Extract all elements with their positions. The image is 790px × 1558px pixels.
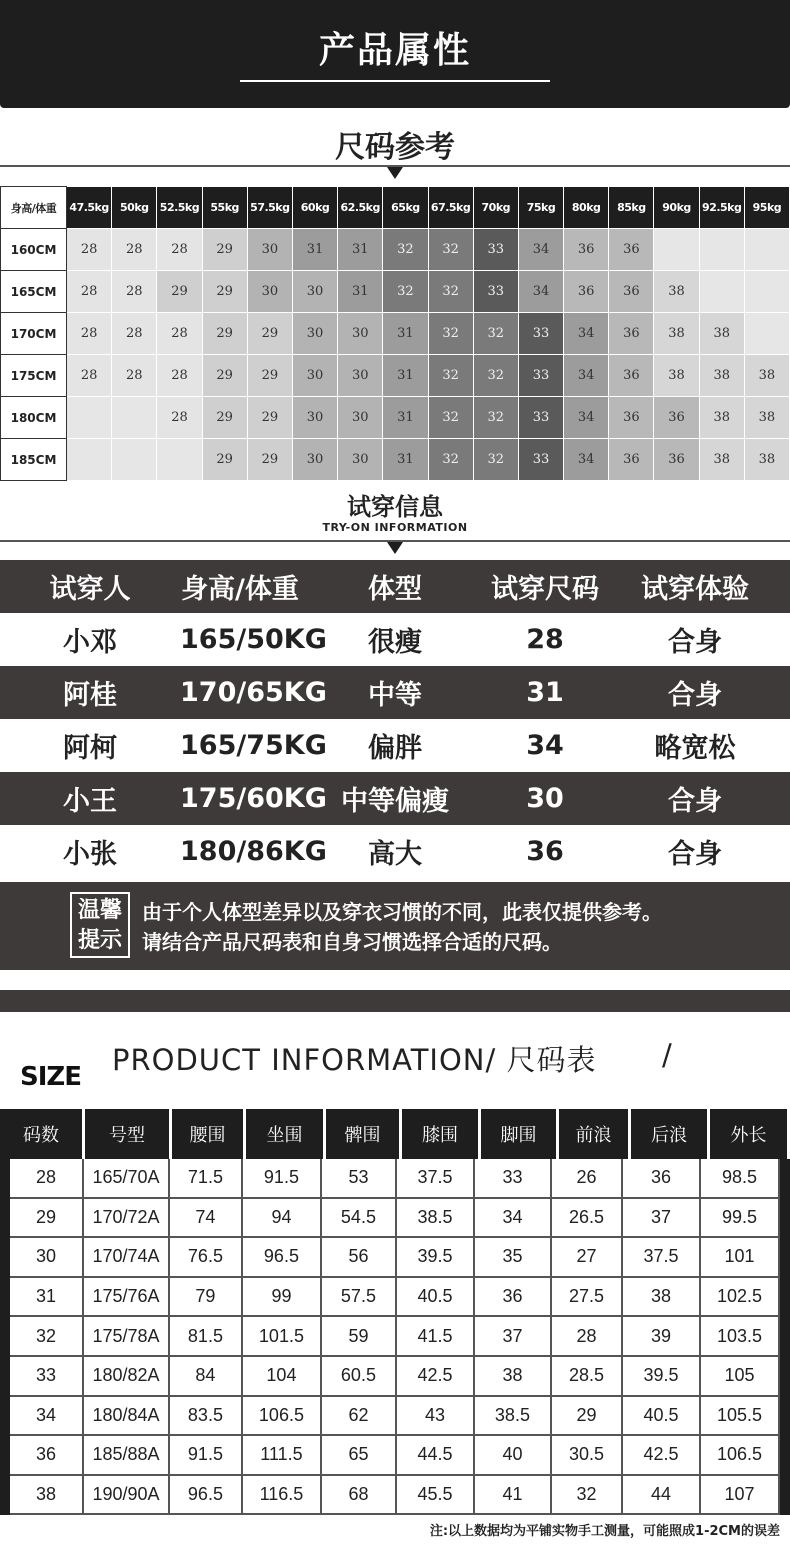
tryon-row (0, 666, 790, 719)
size-ref-cell: 36 (564, 229, 609, 271)
spec-cell: 79 (170, 1278, 243, 1316)
spec-cell: 190/90A (84, 1476, 170, 1514)
spec-header-cell: 码数 (0, 1109, 85, 1159)
spec-cell: 36 (623, 1159, 701, 1197)
spec-cell: 37.5 (397, 1159, 475, 1197)
weight-col-header: 70kg (473, 187, 518, 229)
spec-row (10, 1238, 780, 1278)
weight-col-header: 62.5kg (338, 187, 383, 229)
tryon-cell: 170/65KG (180, 677, 327, 708)
size-ref-cell (112, 397, 157, 439)
size-ref-cell: 32 (428, 313, 473, 355)
spec-cell: 104 (243, 1357, 322, 1395)
size-ref-corner: 身高/体重 (1, 187, 67, 229)
tryon-header-cell: 身高/体重 (181, 574, 299, 605)
height-row-label: 165CM (1, 271, 67, 313)
tip-badge-line2: 提示 (77, 928, 122, 953)
height-row-label: 175CM (1, 355, 67, 397)
size-ref-cell: 38 (699, 355, 744, 397)
spec-cell: 36 (475, 1278, 552, 1316)
spec-cell: 116.5 (243, 1476, 322, 1514)
size-ref-cell: 34 (518, 271, 563, 313)
size-reference-table (0, 186, 790, 481)
size-ref-cell: 31 (338, 271, 383, 313)
spec-cell: 39.5 (623, 1357, 701, 1395)
tryon-cell: 中等 (368, 680, 422, 711)
size-label: SIZE (20, 1062, 82, 1092)
size-ref-cell: 38 (654, 271, 699, 313)
size-ref-cell: 28 (67, 271, 112, 313)
tip-line1: 由于个人体型差异以及穿衣习惯的不同，此表仅提供参考。 (142, 900, 662, 924)
size-ref-cell: 32 (383, 271, 428, 313)
size-ref-cell: 30 (292, 271, 337, 313)
spec-header-cell: 号型 (85, 1109, 172, 1159)
weight-col-header: 95kg (744, 187, 789, 229)
tryon-subtitle: TRY-ON INFORMATION (322, 521, 468, 534)
spec-cell: 37 (475, 1317, 552, 1355)
size-ref-cell: 33 (518, 439, 563, 481)
size-ref-cell: 32 (473, 439, 518, 481)
size-ref-cell: 34 (564, 313, 609, 355)
header-underline (240, 80, 550, 82)
weight-col-header: 75kg (518, 187, 563, 229)
spec-cell: 106.5 (243, 1397, 322, 1435)
size-ref-row (1, 271, 790, 313)
size-ref-cell: 32 (428, 355, 473, 397)
spec-cell: 30 (10, 1238, 84, 1276)
size-ref-cell: 32 (473, 355, 518, 397)
spec-cell: 27 (552, 1238, 623, 1276)
spec-cell: 84 (170, 1357, 243, 1395)
spec-cell: 71.5 (170, 1159, 243, 1197)
spec-cell: 170/74A (84, 1238, 170, 1276)
spec-cell: 65 (322, 1436, 397, 1474)
spec-cell: 54.5 (322, 1199, 397, 1237)
size-ref-cell (744, 271, 789, 313)
spec-cell: 40.5 (397, 1278, 475, 1316)
spec-cell: 28 (552, 1317, 623, 1355)
size-ref-cell: 38 (699, 313, 744, 355)
tryon-cell: 阿柯 (63, 733, 117, 764)
spec-row (10, 1199, 780, 1239)
size-ref-title: 尺码参考 (335, 130, 455, 165)
spec-cell: 99.5 (701, 1199, 780, 1237)
weight-col-header: 80kg (564, 187, 609, 229)
spec-cell: 40 (475, 1436, 552, 1474)
spec-cell: 59 (322, 1317, 397, 1355)
spec-cell: 175/76A (84, 1278, 170, 1316)
weight-col-header: 57.5kg (247, 187, 292, 229)
size-ref-cell: 38 (654, 355, 699, 397)
spec-cell: 96.5 (243, 1238, 322, 1276)
size-ref-cell: 29 (202, 313, 247, 355)
weight-col-header: 92.5kg (699, 187, 744, 229)
size-ref-row (1, 355, 790, 397)
size-ref-cell: 29 (247, 313, 292, 355)
tryon-header-cell: 试穿体验 (641, 574, 749, 605)
tryon-cell: 合身 (668, 839, 722, 870)
size-ref-cell: 32 (473, 313, 518, 355)
spec-cell: 39.5 (397, 1238, 475, 1276)
tryon-cell: 阿桂 (63, 680, 117, 711)
spec-cell: 32 (10, 1317, 84, 1355)
spec-cell: 37 (623, 1199, 701, 1237)
size-ref-cell: 38 (744, 439, 789, 481)
weight-col-header: 65kg (383, 187, 428, 229)
tryon-cell: 180/86KG (180, 836, 327, 867)
spec-cell: 44.5 (397, 1436, 475, 1474)
size-ref-cell: 30 (292, 439, 337, 481)
spec-cell: 29 (10, 1199, 84, 1237)
size-ref-cell: 31 (383, 439, 428, 481)
tryon-cell: 34 (526, 730, 564, 761)
size-ref-cell: 28 (112, 271, 157, 313)
spec-cell: 40.5 (623, 1397, 701, 1435)
size-ref-cell: 29 (157, 271, 202, 313)
size-ref-cell: 30 (247, 271, 292, 313)
spec-cell: 38 (623, 1278, 701, 1316)
tryon-cell: 28 (526, 624, 564, 655)
size-spec-table (0, 1109, 790, 1515)
spec-cell: 33 (10, 1357, 84, 1395)
size-ref-cell (112, 439, 157, 481)
spec-cell: 35 (475, 1238, 552, 1276)
size-ref-cell: 33 (518, 355, 563, 397)
size-ref-cell: 33 (473, 271, 518, 313)
spec-header-cell: 坐围 (246, 1109, 326, 1159)
spec-header-cell: 脚围 (481, 1109, 559, 1159)
spec-cell: 102.5 (701, 1278, 780, 1316)
tryon-cell: 31 (526, 677, 564, 708)
spec-cell: 43 (397, 1397, 475, 1435)
tryon-cell: 偏胖 (368, 733, 422, 764)
header-banner (0, 0, 790, 108)
height-row-label: 160CM (1, 229, 67, 271)
spec-cell: 29 (552, 1397, 623, 1435)
size-ref-cell: 29 (202, 439, 247, 481)
spec-cell: 105 (701, 1357, 780, 1395)
size-ref-cell: 29 (202, 397, 247, 439)
tryon-row (0, 719, 790, 772)
spec-cell: 32 (552, 1476, 623, 1514)
spec-cell: 81.5 (170, 1317, 243, 1355)
weight-col-header: 67.5kg (428, 187, 473, 229)
tryon-cell: 中等偏瘦 (341, 786, 449, 817)
tryon-cell: 165/75KG (180, 730, 327, 761)
spec-cell: 31 (10, 1278, 84, 1316)
size-ref-cell: 38 (744, 397, 789, 439)
size-ref-cell (744, 313, 789, 355)
tryon-cell: 36 (526, 836, 564, 867)
tryon-title: 试穿信息 (347, 493, 443, 521)
weight-col-header: 60kg (292, 187, 337, 229)
size-ref-cell: 30 (292, 313, 337, 355)
size-ref-row (1, 229, 790, 271)
spec-row (10, 1278, 780, 1318)
size-ref-cell: 38 (744, 355, 789, 397)
spec-cell: 41 (475, 1476, 552, 1514)
spec-cell: 180/82A (84, 1357, 170, 1395)
tryon-cell: 合身 (668, 627, 722, 658)
size-ref-cell (744, 229, 789, 271)
spec-cell: 33 (475, 1159, 552, 1197)
size-ref-cell: 36 (564, 271, 609, 313)
tryon-cell: 很瘦 (368, 627, 422, 658)
spec-cell: 180/84A (84, 1397, 170, 1435)
spec-cell: 56 (322, 1238, 397, 1276)
spec-cell: 107 (701, 1476, 780, 1514)
size-ref-cell: 36 (609, 229, 654, 271)
spec-cell: 62 (322, 1397, 397, 1435)
spec-cell: 26.5 (552, 1199, 623, 1237)
size-ref-cell: 28 (67, 313, 112, 355)
size-ref-cell: 28 (112, 229, 157, 271)
tip-box (0, 882, 790, 970)
size-ref-cell: 34 (564, 397, 609, 439)
spec-row (10, 1476, 780, 1516)
spec-cell: 68 (322, 1476, 397, 1514)
size-ref-cell: 32 (383, 229, 428, 271)
spec-cell: 42.5 (623, 1436, 701, 1474)
size-ref-cell: 30 (292, 355, 337, 397)
size-ref-arrow-icon (387, 167, 403, 179)
weight-col-header: 50kg (112, 187, 157, 229)
tryon-cell: 小张 (63, 839, 117, 870)
size-ref-cell: 34 (564, 355, 609, 397)
spec-header-cell: 腰围 (172, 1109, 246, 1159)
header-title: 产品属性 (318, 30, 471, 71)
spec-cell: 185/88A (84, 1436, 170, 1474)
spec-cell: 57.5 (322, 1278, 397, 1316)
tryon-cell: 略宽松 (654, 733, 736, 764)
size-ref-cell: 34 (518, 229, 563, 271)
spec-row (10, 1397, 780, 1437)
spec-cell: 105.5 (701, 1397, 780, 1435)
tryon-arrow-icon (387, 542, 403, 554)
product-info-slash: / (662, 1038, 672, 1072)
spec-cell: 111.5 (243, 1436, 322, 1474)
spec-cell: 41.5 (397, 1317, 475, 1355)
spec-cell: 27.5 (552, 1278, 623, 1316)
tryon-header-cell: 试穿尺码 (491, 574, 599, 605)
size-ref-cell: 28 (157, 313, 202, 355)
size-ref-cell: 30 (338, 397, 383, 439)
spec-cell: 28.5 (552, 1357, 623, 1395)
size-ref-cell: 36 (609, 397, 654, 439)
spec-body (0, 1159, 790, 1515)
size-ref-cell: 30 (338, 313, 383, 355)
size-ref-cell: 29 (247, 439, 292, 481)
spec-cell: 91.5 (243, 1159, 322, 1197)
spec-cell: 94 (243, 1199, 322, 1237)
size-ref-cell: 32 (428, 229, 473, 271)
weight-col-header: 47.5kg (67, 187, 112, 229)
spec-cell: 53 (322, 1159, 397, 1197)
weight-col-header: 52.5kg (157, 187, 202, 229)
spec-cell: 74 (170, 1199, 243, 1237)
size-ref-cell: 36 (609, 355, 654, 397)
spec-cell: 42.5 (397, 1357, 475, 1395)
size-ref-cell: 36 (609, 313, 654, 355)
size-ref-cell: 29 (202, 271, 247, 313)
spec-cell: 76.5 (170, 1238, 243, 1276)
tip-badge (70, 892, 130, 958)
tryon-row (0, 825, 790, 878)
spec-header-cell: 前浪 (559, 1109, 631, 1159)
spec-cell: 101.5 (243, 1317, 322, 1355)
tryon-header-cell: 试穿人 (49, 574, 131, 605)
spec-row (10, 1317, 780, 1357)
size-ref-cell (699, 271, 744, 313)
spec-cell: 36 (10, 1436, 84, 1474)
size-ref-cell (699, 229, 744, 271)
size-ref-cell: 30 (338, 355, 383, 397)
size-ref-cell: 32 (473, 397, 518, 439)
spec-cell: 91.5 (170, 1436, 243, 1474)
size-ref-cell: 30 (247, 229, 292, 271)
tryon-table (0, 560, 790, 878)
spec-cell: 45.5 (397, 1476, 475, 1514)
weight-col-header: 90kg (654, 187, 699, 229)
measurement-note: 注:以上数据均为平铺实物手工测量，可能照成1-2CM的误差 (429, 1524, 780, 1539)
spec-cell: 165/70A (84, 1159, 170, 1197)
tryon-cell: 175/60KG (180, 783, 327, 814)
size-ref-cell (67, 397, 112, 439)
size-ref-cell: 28 (157, 397, 202, 439)
height-row-label: 180CM (1, 397, 67, 439)
spec-cell: 34 (10, 1397, 84, 1435)
spec-header-cell: 膝围 (402, 1109, 481, 1159)
spec-cell: 175/78A (84, 1317, 170, 1355)
spec-cell: 26 (552, 1159, 623, 1197)
size-ref-cell: 28 (112, 355, 157, 397)
spec-cell: 103.5 (701, 1317, 780, 1355)
spec-cell: 38 (475, 1357, 552, 1395)
tryon-row (0, 772, 790, 825)
spec-cell: 98.5 (701, 1159, 780, 1197)
size-ref-cell: 38 (699, 397, 744, 439)
size-ref-cell: 36 (654, 439, 699, 481)
size-ref-row (1, 313, 790, 355)
size-ref-cell: 29 (202, 355, 247, 397)
spec-cell: 170/72A (84, 1199, 170, 1237)
size-ref-cell: 31 (292, 229, 337, 271)
size-ref-cell: 29 (202, 229, 247, 271)
size-ref-cell: 33 (473, 229, 518, 271)
size-ref-row (1, 439, 790, 481)
tryon-header-cell: 体型 (368, 574, 422, 605)
spec-cell: 39 (623, 1317, 701, 1355)
size-ref-cell: 31 (383, 397, 428, 439)
tryon-row (0, 613, 790, 666)
tryon-cell: 小王 (63, 786, 117, 817)
size-ref-cell (157, 439, 202, 481)
size-ref-cell: 29 (247, 397, 292, 439)
spec-cell: 99 (243, 1278, 322, 1316)
size-ref-cell: 33 (518, 313, 563, 355)
size-ref-cell: 31 (383, 313, 428, 355)
size-ref-cell: 28 (67, 229, 112, 271)
spec-cell: 38 (10, 1476, 84, 1514)
spec-cell: 38.5 (397, 1199, 475, 1237)
size-ref-cell: 30 (292, 397, 337, 439)
size-ref-cell: 34 (564, 439, 609, 481)
size-ref-cell: 36 (609, 439, 654, 481)
weight-col-header: 85kg (609, 187, 654, 229)
tryon-cell: 165/50KG (180, 624, 327, 655)
tryon-cell: 小邓 (63, 627, 117, 658)
size-ref-cell: 36 (654, 397, 699, 439)
section-divider-bar (0, 990, 790, 1012)
size-ref-cell: 28 (157, 355, 202, 397)
spec-cell: 60.5 (322, 1357, 397, 1395)
spec-cell: 101 (701, 1238, 780, 1276)
size-ref-cell: 29 (247, 355, 292, 397)
size-ref-cell (654, 229, 699, 271)
size-ref-cell: 38 (699, 439, 744, 481)
spec-row (10, 1436, 780, 1476)
spec-cell: 38.5 (475, 1397, 552, 1435)
size-ref-cell: 32 (428, 271, 473, 313)
size-ref-cell: 30 (338, 439, 383, 481)
spec-row (10, 1159, 780, 1199)
spec-cell: 83.5 (170, 1397, 243, 1435)
spec-header-row (0, 1109, 790, 1159)
size-ref-cell: 31 (338, 229, 383, 271)
spec-row (10, 1357, 780, 1397)
size-ref-row (1, 397, 790, 439)
size-ref-cell (67, 439, 112, 481)
size-ref-cell: 32 (428, 397, 473, 439)
size-ref-cell: 28 (112, 313, 157, 355)
size-ref-cell: 38 (654, 313, 699, 355)
spec-header-cell: 髀围 (326, 1109, 402, 1159)
product-info-title: PRODUCT INFORMATION/ 尺码表 (112, 1043, 597, 1077)
spec-header-cell: 后浪 (631, 1109, 710, 1159)
size-ref-cell: 31 (383, 355, 428, 397)
height-row-label: 185CM (1, 439, 67, 481)
tryon-header-row (0, 560, 790, 613)
tryon-cell: 高大 (368, 839, 422, 870)
tip-line2: 请结合产品尺码表和自身习惯选择合适的尺码。 (142, 930, 562, 954)
spec-header-cell: 外长 (710, 1109, 790, 1159)
spec-cell: 28 (10, 1159, 84, 1197)
tryon-cell: 合身 (668, 786, 722, 817)
spec-cell: 30.5 (552, 1436, 623, 1474)
spec-cell: 37.5 (623, 1238, 701, 1276)
size-ref-cell: 33 (518, 397, 563, 439)
tryon-cell: 合身 (668, 680, 722, 711)
weight-col-header: 55kg (202, 187, 247, 229)
size-ref-cell: 28 (157, 229, 202, 271)
tip-badge-line1: 温馨 (77, 898, 122, 923)
spec-cell: 96.5 (170, 1476, 243, 1514)
tryon-cell: 30 (526, 783, 564, 814)
spec-cell: 44 (623, 1476, 701, 1514)
size-ref-cell: 28 (67, 355, 112, 397)
spec-cell: 34 (475, 1199, 552, 1237)
height-row-label: 170CM (1, 313, 67, 355)
size-ref-cell: 36 (609, 271, 654, 313)
size-ref-cell: 32 (428, 439, 473, 481)
spec-cell: 106.5 (701, 1436, 780, 1474)
